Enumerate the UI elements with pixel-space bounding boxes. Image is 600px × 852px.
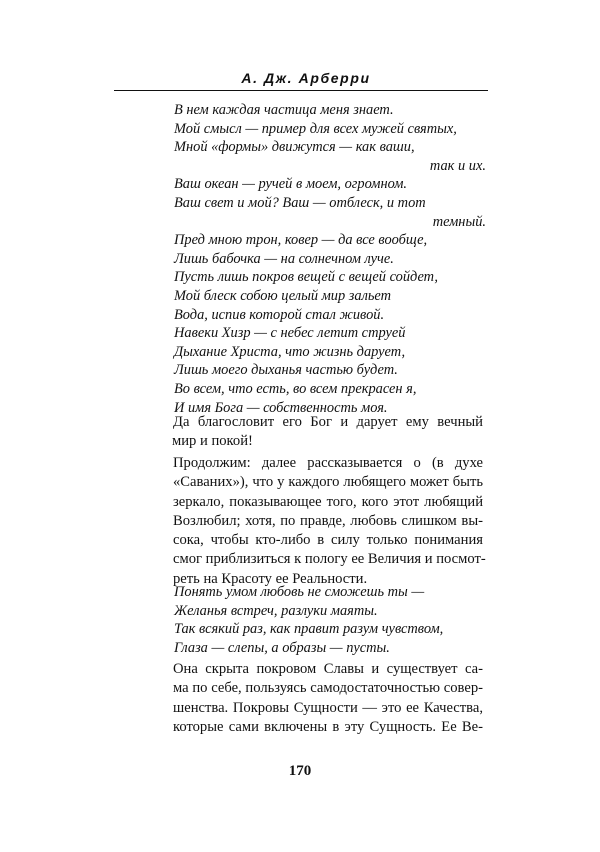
prose-line: сока, чтобы кто-либо в силу только понимания	[173, 532, 483, 549]
verse-line: Мой смысл — пример для всех мужей святых,	[174, 120, 457, 137]
verse-block-2	[174, 583, 490, 657]
prose-line: зеркало, показывающее того, кого этот любящий	[173, 493, 483, 510]
verse-line: И имя Бога — собственность моя.	[174, 399, 388, 416]
verse-line: Пусть лишь покров вещей с вещей сойдет,	[174, 269, 439, 286]
prose-line: реть на Красоту ее Реальности.	[173, 570, 368, 587]
verse-line: Глаза — слепы, а образы — пусты.	[174, 639, 390, 656]
verse-line: Мой блеск собою целый мир зальет	[174, 287, 392, 304]
prose-line: шенства. Покровы Сущности — это ее Качества,	[173, 699, 483, 716]
verse-line: Пред мною трон, ковер — да все вообще,	[174, 232, 428, 249]
header-rule	[114, 90, 488, 91]
verse-line: Во всем, что есть, во всем прекрасен я,	[174, 380, 417, 397]
paragraph-2	[173, 454, 486, 589]
verse-line: Навеки Хизр — с небес летит струей	[174, 325, 406, 342]
verse-line: В нем каждая частица меня знает.	[174, 102, 394, 118]
verse-line: темный.	[432, 213, 486, 230]
paragraph-3	[173, 660, 483, 737]
verse-line: Желанья встреч, разлуки маяты.	[174, 602, 378, 619]
verse-line: Ваш океан — ручей в моем, огромном.	[174, 176, 408, 193]
prose-line: Да благословит его Бог и дарует ему вечный	[173, 414, 483, 430]
prose-line: мир и покой!	[172, 433, 253, 450]
prose-line: ма по себе, пользуясь самодостаточностью совер-	[173, 680, 483, 697]
verse-line: Мной «формы» движутся — как ваши,	[174, 139, 415, 156]
running-head: А. Дж. Арберри	[241, 70, 371, 86]
verse-line: так и их.	[429, 157, 486, 174]
verse-line: Дыхание Христа, что жизнь дарует,	[174, 343, 406, 360]
verse-line: Лишь бабочка — на солнечном луче.	[174, 250, 394, 267]
prose-line: Она скрыта покровом Славы и существует са-	[173, 661, 483, 677]
verse-line: Ваш свет и мой? Ваш — отблеск, и тот	[174, 194, 426, 211]
paragraph-1	[173, 413, 483, 452]
prose-line: которые сами включены в эту Сущность. Ее Ве-	[173, 718, 483, 735]
verse-line: Вода, испив которой стал живой.	[174, 306, 385, 323]
prose-line: Возлюбил; хотя, по правде, любовь слишком вы-	[173, 512, 483, 529]
verse-line: Так всякий раз, как правит разум чувством,	[174, 621, 444, 638]
page-number: 170	[288, 763, 312, 779]
prose-line: смог приблизиться к пологу ее Величия и посмот-	[173, 551, 486, 568]
verse-line: Понять умом любовь не сможешь ты —	[174, 584, 425, 600]
prose-line: Продолжим: далее рассказывается о (в духе	[173, 455, 483, 471]
verse-block-1	[174, 101, 490, 417]
verse-line: Лишь моего дыханья частью будет.	[174, 362, 398, 379]
prose-line: «Саваних»), что у каждого любящего может быть	[173, 474, 483, 491]
